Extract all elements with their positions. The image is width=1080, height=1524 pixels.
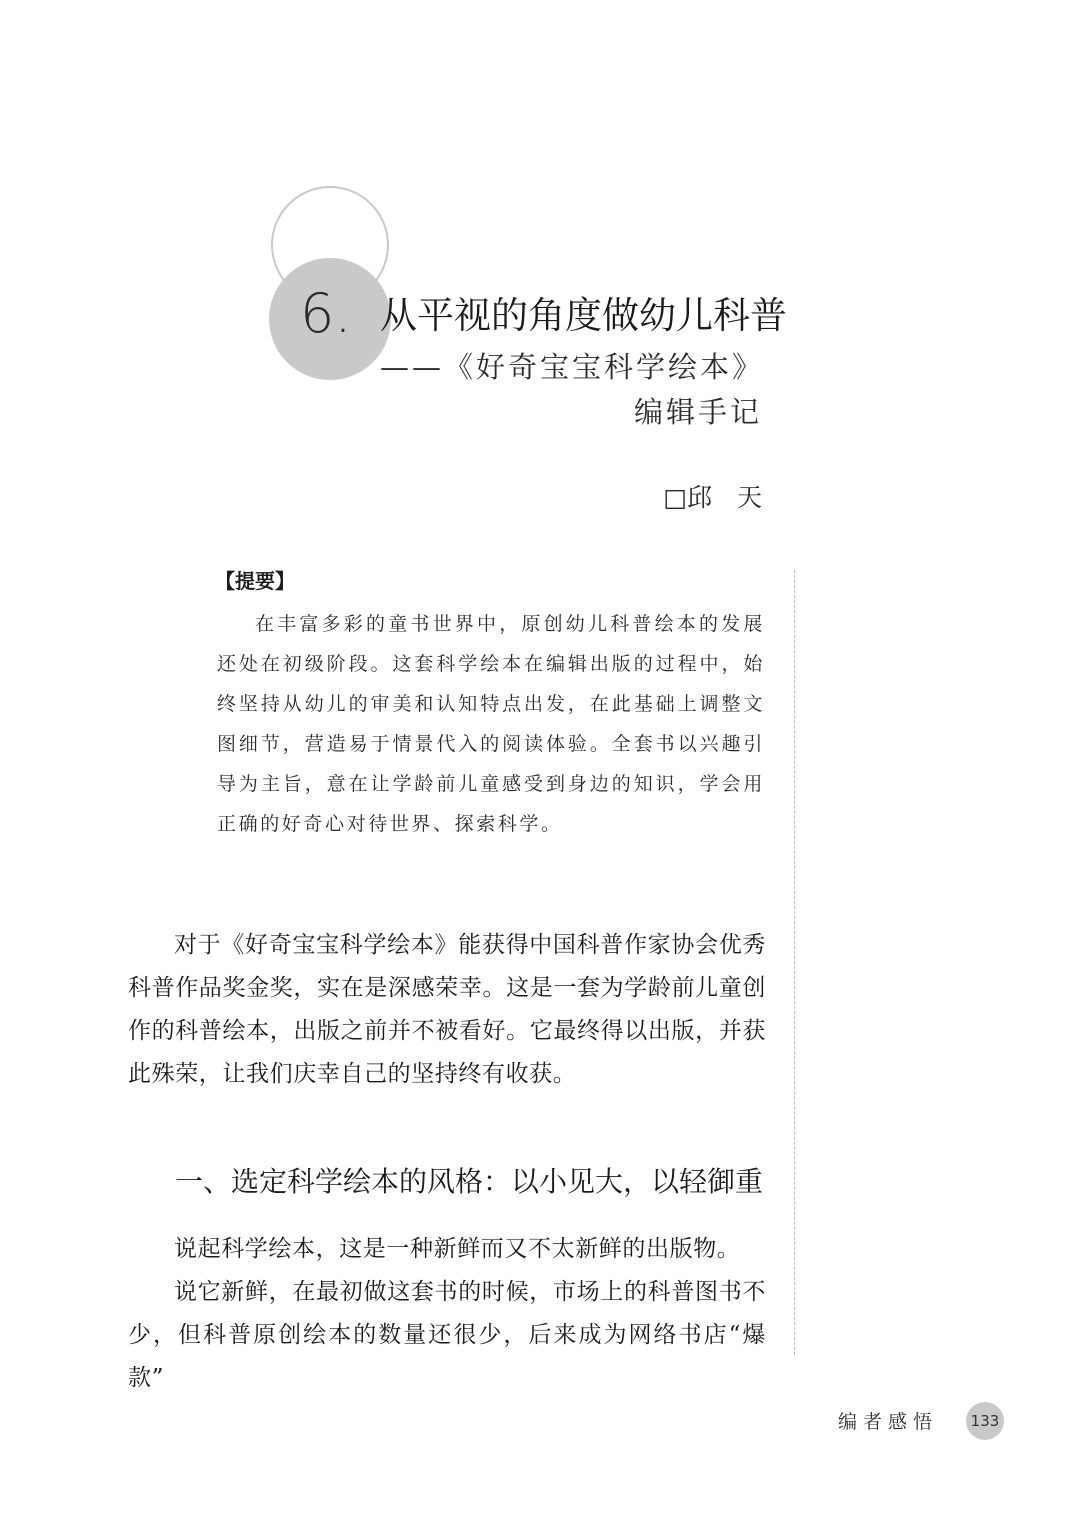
page-number: 133 [970, 1412, 1000, 1430]
abstract-text: 在丰富多彩的童书世界中，原创幼儿科普绘本的发展还处在初级阶段。这套科学绘本在编辑出版的过程中，始终坚持从幼儿的审美和认知特点出发，在此基础上调整文图细节，营造易于情景代入的阅读体验。全套书以兴趣引导为主旨，意在让学龄前儿童感受到身边的知识，学会用正确的好奇心对待世界、探索科学。 [217, 613, 765, 835]
body-paragraph: 说起科学绘本，这是一种新鲜而又不太新鲜的出版物。 [174, 1236, 741, 1262]
author-byline: □邱 天 [663, 483, 762, 512]
chapter-number: 6. [300, 282, 352, 345]
chapter-title: 从平视的角度做幼儿科普 [380, 294, 787, 337]
dashed-divider [794, 570, 795, 1355]
chapter-subtitle-continued: 编辑手记 [633, 395, 762, 429]
chapter-subtitle: ——《好奇宝宝科学绘本》 [379, 350, 764, 384]
section-heading: 一、选定科学绘本的风格：以小见大，以轻御重 [175, 1165, 764, 1198]
body-paragraph-intro: 对于《好奇宝宝科学绘本》能获得中国科普作家协会优秀科普作品奖金奖，实在是深感荣幸。这是一套为学龄前儿童创作的科普绘本，出版之前并不被看好。它最终得以出版，并获此殊荣，让我们庆幸自己的坚持终有收获。 [128, 932, 766, 1087]
abstract-label: 【提要】 [215, 569, 295, 593]
body-paragraph: 说它新鲜，在最初做这套书的时候，市场上的科普图书不少，但科普原创绘本的数量还很少，后来成为网络书店“爆款” [128, 1279, 766, 1391]
footer-section-label: 编者感悟 [838, 1411, 939, 1433]
